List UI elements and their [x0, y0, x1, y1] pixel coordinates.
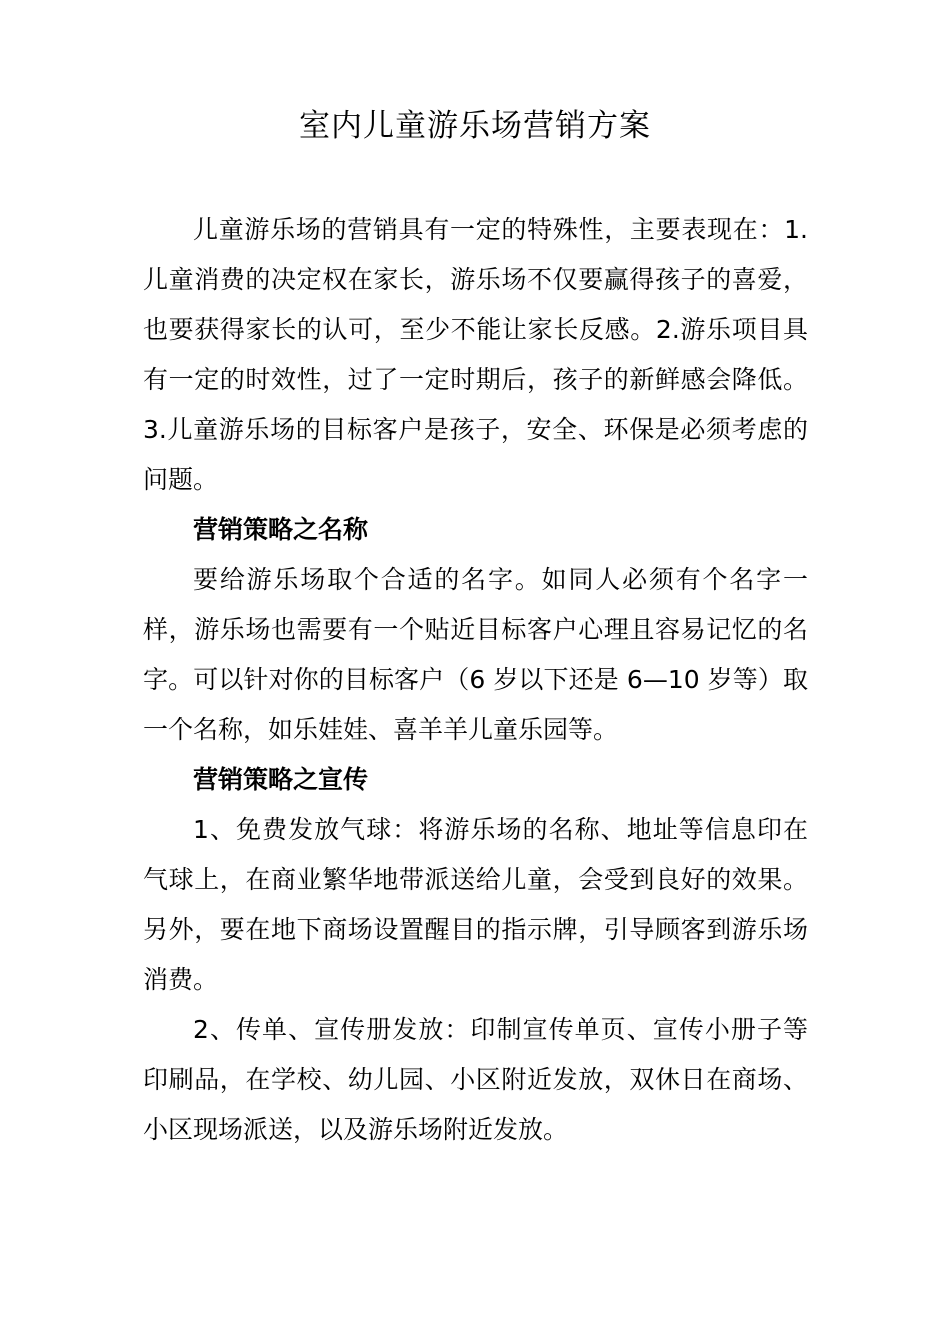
name-strategy-paragraph: 要给游乐场取个合适的名字。如同人必须有个名字一样，游乐场也需要有一个贴近目标客户心理且容易记忆的名字。可以针对你的目标客户（6 岁以下还是 6—10 岁等）取一个名称，如乐娃娃、喜羊羊儿童乐园等。	[143, 565, 808, 744]
intro-paragraph: 儿童游乐场的营销具有一定的特殊性，主要表现在：1.儿童消费的决定权在家长，游乐场不仅要赢得孩子的喜爱，也要获得家长的认可，至少不能让家长反感。2.游乐项目具有一定的时效性，过了一定时期后，孩子的新鲜感会降低。3.儿童游乐场的目标客户是孩子，安全、环保是必须考虑的问题。	[143, 215, 808, 494]
document-body	[143, 205, 808, 1155]
promotion-item-balloons: 1、免费发放气球：将游乐场的名称、地址等信息印在气球上，在商业繁华地带派送给儿童，会受到良好的效果。另外，要在地下商场设置醒目的指示牌，引导顾客到游乐场消费。	[143, 815, 808, 994]
promotion-item-flyers: 2、传单、宣传册发放：印制宣传单页、宣传小册子等印刷品，在学校、幼儿园、小区附近发放，双休日在商场、小区现场派送，以及游乐场附近发放。	[143, 1015, 808, 1144]
section-heading-promotion: 营销策略之宣传	[193, 765, 369, 794]
section-heading-name: 营销策略之名称	[193, 515, 369, 544]
document-title: 室内儿童游乐场营销方案	[299, 108, 651, 144]
